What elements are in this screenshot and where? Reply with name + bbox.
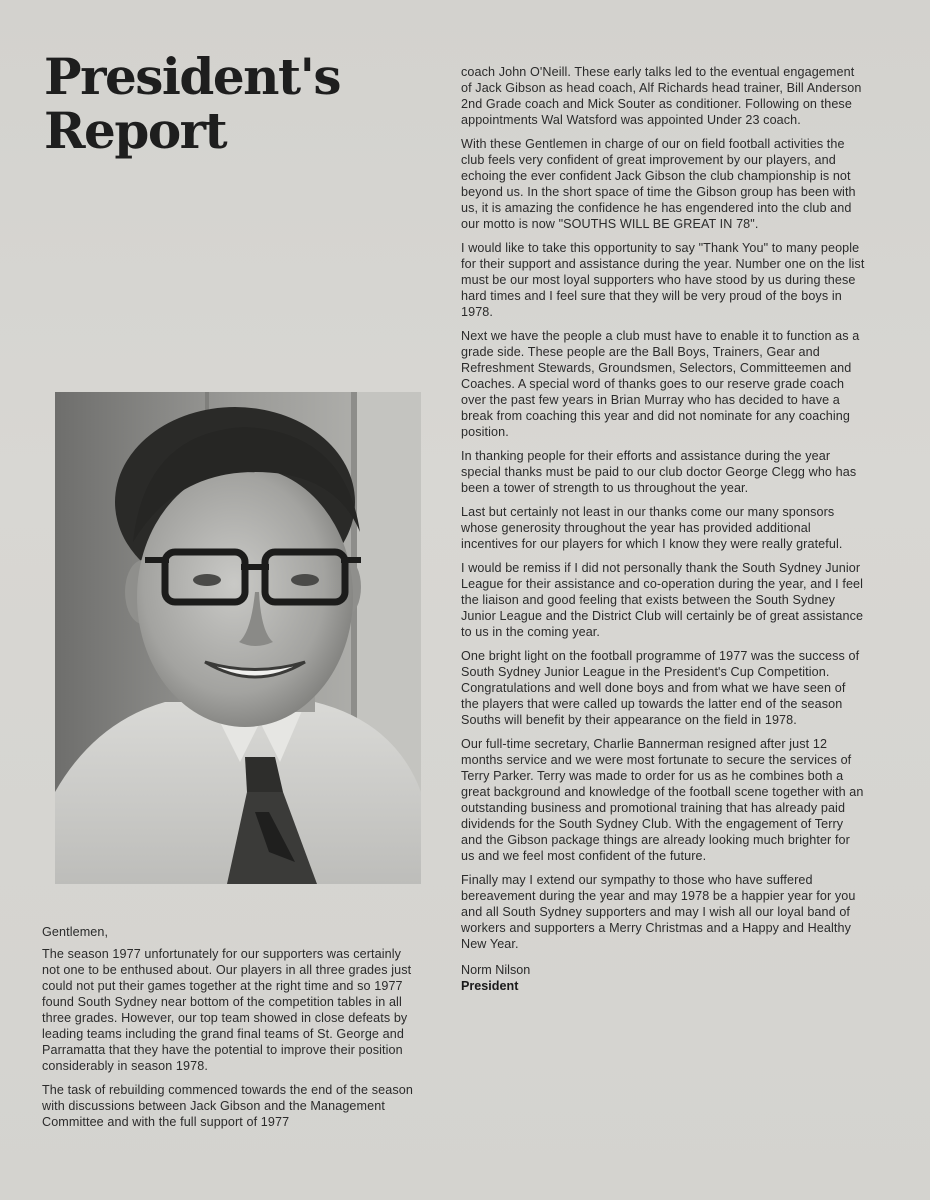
body-paragraph: With these Gentlemen in charge of our on field football activities the club feels very confident of great improvement by our players, and echoing the ever confident Jack Gibson the club championship is not beyond us. In the short space of time the Gibson group has been with us, it is amazing the confidence he has engendered into the club and our motto is now "SOUTHS WILL BE GREAT IN 78". xyxy=(461,137,856,231)
body-paragraph: I would like to take this opportunity to say "Thank You" to many people for their support and assistance during the year. Number one on the list must be our most loyal supporters who have stood by us during these hard times and I feel sure that they will be very proud of the boys in 1978. xyxy=(461,241,865,319)
signature-block xyxy=(461,962,866,994)
right-text-column xyxy=(461,64,866,994)
body-paragraph: Our full-time secretary, Charlie Bannerman resigned after just 12 months service and we were most fortunate to secure the services of Terry Parker. Terry was made to order for us as he combines both a great background and knowledge of the football scene together with an outstanding business and promotional training that has already paid dividends for the South Sydney Club. With the engagement of Terry and the Gibson package things are already looking much brighter for us and we feel most confident of the future. xyxy=(461,737,864,863)
signature-role: President xyxy=(461,979,519,993)
page-title xyxy=(44,47,364,160)
salutation: Gentlemen, xyxy=(42,925,109,939)
body-paragraph: I would be remiss if I did not personally thank the South Sydney Junior League for their assistance and co-operation during the year, and I feel the liaison and good feeling that exists between the South Sydney Junior League and the District Club will certainly be of great assistance to us in the coming year. xyxy=(461,561,864,639)
body-paragraph: Next we have the people a club must have to enable it to function as a grade side. These people are the Ball Boys, Trainers, Gear and Refreshment Stewards, Groundsmen, Selectors, Committeemen and Coaches. A special word of thanks goes to our reserve grade coach over the past few years in Brian Murray who has decided to have a break from coaching this year and did not nominate for any coaching position. xyxy=(461,329,860,439)
body-paragraph: The season 1977 unfortunately for our supporters was certainly not one to be enthused about. Our players in all three grades just could not put their games together at the right time and so 1977 found South Sydney near bottom of the competition tables in all three grades. However, our top team showed in close defeats by leading teams including the grand final teams of St. George and Parramatta that they have the potential to improve their position considerably in season 1978. xyxy=(42,947,412,1073)
president-portrait-photo xyxy=(55,392,421,884)
body-paragraph: coach John O'Neill. These early talks led to the eventual engagement of Jack Gibson as head coach, Alf Richards head trainer, Bill Anderson 2nd Grade coach and Mick Souter as conditioner. Following on these appointments Wal Watsford was appointed Under 23 coach. xyxy=(461,65,862,127)
signature-name: Norm Nilson xyxy=(461,963,531,977)
body-paragraph: Finally may I extend our sympathy to those who have suffered bereavement during the year and may 1978 be a happier year for you and all South Sydney supporters and may I wish all our loyal band of workers and supporters a Merry Christmas and a Happy and Healthy New Year. xyxy=(461,873,856,951)
body-paragraph: The task of rebuilding commenced towards the end of the season with discussions between Jack Gibson and the Management Committee and with the full support of 1977 xyxy=(42,1083,413,1129)
body-paragraph: One bright light on the football programme of 1977 was the success of South Sydney Junior League in the President's Cup Competition. Congratulations and well done boys and from what we have seen of the players that were called up towards the latter end of the season Souths will benefit by their appearance on the field in 1978. xyxy=(461,649,860,727)
title-line-2: Report xyxy=(44,101,227,160)
left-text-column xyxy=(42,924,422,1138)
body-paragraph: Last but certainly not least in our thanks come our many sponsors whose generosity throughout the year has provided additional incentives for our players for which I know they were really grateful. xyxy=(461,505,843,551)
body-paragraph: In thanking people for their efforts and assistance during the year special thanks must be paid to our club doctor George Clegg who has been a tower of strength to us throughout the year. xyxy=(461,449,857,495)
title-line-1: President's xyxy=(44,47,341,106)
